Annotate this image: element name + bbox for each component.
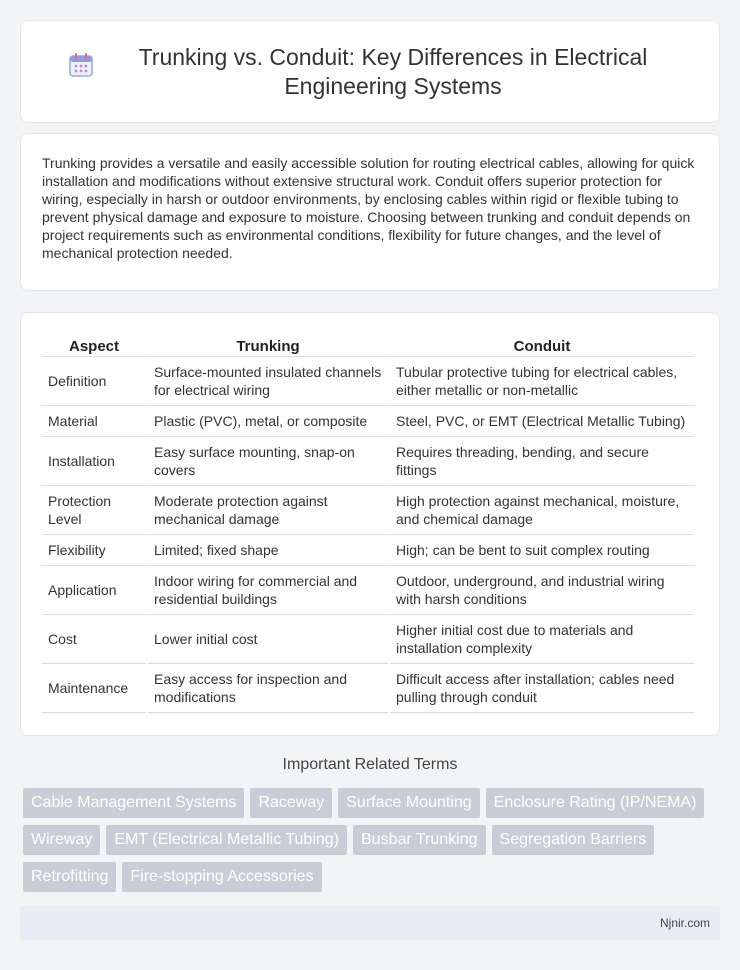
- cell-aspect: Protection Level: [42, 486, 146, 535]
- related-term-tag[interactable]: Raceway: [250, 788, 332, 818]
- related-terms-list: [23, 788, 723, 899]
- title-card: [20, 20, 720, 123]
- comparison-table: [40, 333, 696, 713]
- related-term-tag[interactable]: Retrofitting: [23, 862, 116, 892]
- table-row: [42, 566, 694, 615]
- table-row: [42, 535, 694, 566]
- cell-aspect: Material: [42, 406, 146, 437]
- cell-conduit: Outdoor, underground, and industrial wiring with harsh conditions: [390, 566, 694, 615]
- cell-aspect: Definition: [42, 357, 146, 406]
- cell-trunking: Moderate protection against mechanical damage: [148, 486, 388, 535]
- footer: [20, 906, 720, 940]
- table-row: [42, 357, 694, 406]
- table-row: [42, 406, 694, 437]
- footer-site-link[interactable]: Njnir.com: [659, 916, 710, 930]
- related-term-tag[interactable]: Cable Management Systems: [23, 788, 244, 818]
- comparison-table-card: [20, 312, 720, 736]
- related-term-tag[interactable]: Surface Mounting: [338, 788, 479, 818]
- cell-conduit: High; can be bent to suit complex routing: [390, 535, 694, 566]
- column-header-trunking: Trunking: [148, 333, 388, 357]
- related-term-tag[interactable]: Wireway: [23, 825, 100, 855]
- related-term-tag[interactable]: Enclosure Rating (IP/NEMA): [486, 788, 705, 818]
- page-title: Trunking vs. Conduit: Key Differences in Electrical Engineering Systems: [138, 43, 648, 99]
- calendar-icon: [67, 51, 95, 79]
- cell-trunking: Limited; fixed shape: [148, 535, 388, 566]
- table-row: [42, 437, 694, 486]
- title-wrap: [21, 43, 719, 101]
- cell-trunking: Lower initial cost: [148, 615, 388, 664]
- related-term-tag[interactable]: Busbar Trunking: [353, 825, 486, 855]
- cell-conduit: Requires threading, bending, and secure fittings: [390, 437, 694, 486]
- cell-conduit: Difficult access after installation; cables need pulling through conduit: [390, 664, 694, 713]
- cell-trunking: Easy surface mounting, snap-on covers: [148, 437, 388, 486]
- cell-aspect: Flexibility: [42, 535, 146, 566]
- related-term-tag[interactable]: EMT (Electrical Metallic Tubing): [106, 825, 347, 855]
- table-row: [42, 486, 694, 535]
- column-header-aspect: Aspect: [42, 333, 146, 357]
- related-term-tag[interactable]: Segregation Barriers: [492, 825, 655, 855]
- cell-trunking: Easy access for inspection and modifications: [148, 664, 388, 713]
- intro-card: [20, 133, 720, 291]
- cell-aspect: Application: [42, 566, 146, 615]
- cell-aspect: Installation: [42, 437, 146, 486]
- cell-trunking: Indoor wiring for commercial and residential buildings: [148, 566, 388, 615]
- cell-aspect: Cost: [42, 615, 146, 664]
- cell-conduit: Higher initial cost due to materials and installation complexity: [390, 615, 694, 664]
- cell-conduit: High protection against mechanical, moisture, and chemical damage: [390, 486, 694, 535]
- cell-trunking: Plastic (PVC), metal, or composite: [148, 406, 388, 437]
- column-header-conduit: Conduit: [390, 333, 694, 357]
- cell-conduit: Steel, PVC, or EMT (Electrical Metallic Tubing): [390, 406, 694, 437]
- related-terms-heading: Important Related Terms: [282, 756, 458, 773]
- related-term-tag[interactable]: Fire-stopping Accessories: [122, 862, 321, 892]
- table-header-row: [42, 333, 694, 357]
- cell-trunking: Surface-mounted insulated channels for electrical wiring: [148, 357, 388, 406]
- intro-paragraph: Trunking provides a versatile and easily accessible solution for routing electrical cables, allowing for quick installation and modifications without extensive structural work. Conduit offers superior protection for wiring, especially in harsh or outdoor environments, by enclosing cables within rigid or flexible tubing to prevent physical damage and exposure to moisture. Choosing between trunking and conduit depends on project requirements such as environmental conditions, flexibility for future changes, and the level of mechanical protection needed.: [42, 155, 695, 261]
- table-row: [42, 615, 694, 664]
- cell-aspect: Maintenance: [42, 664, 146, 713]
- table-row: [42, 664, 694, 713]
- cell-conduit: Tubular protective tubing for electrical cables, either metallic or non-metallic: [390, 357, 694, 406]
